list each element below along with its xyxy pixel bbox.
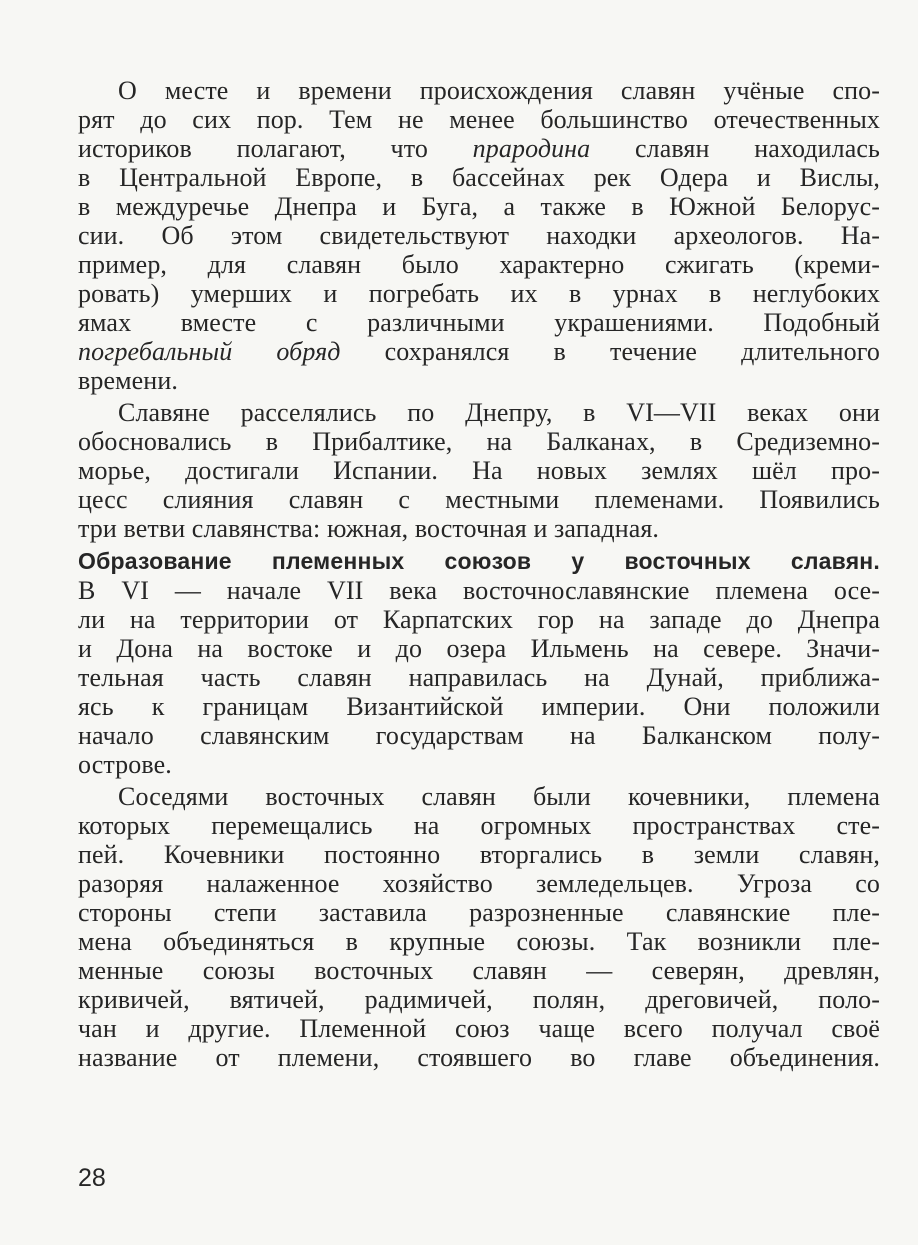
- page-body: [78, 76, 880, 1072]
- text-line: ямах вместе с различными украшениями. Подобный: [78, 308, 880, 337]
- text-line: Славяне расселялись по Днепру, в VI—VII веках они: [118, 398, 880, 427]
- text-line: обосновались в Прибалтике, на Балканах, в Средиземно-: [78, 427, 880, 456]
- paragraph-settlement: [78, 398, 880, 543]
- term-homeland: прародина: [472, 134, 591, 163]
- text-column: [78, 76, 880, 1072]
- text-line: три ветви славянства: южная, восточная и западная.: [78, 514, 660, 543]
- text-line: в междуречье Днепра и Буга, а также в Южной Белорус-: [78, 192, 880, 221]
- text-line: ясь к границам Византийской империи. Они положили: [78, 692, 880, 721]
- text-line: пример, для славян было характерно сжигать (креми-: [78, 250, 880, 279]
- text-line: острове.: [78, 750, 172, 779]
- section-heading: Образование племенных союзов у восточных славян.: [78, 548, 880, 574]
- text-line: тельная часть славян направилась на Дунай, приближа-: [78, 663, 880, 692]
- text-line: времени.: [78, 366, 178, 395]
- text-line: ровать) умерших и погребать их в урнах в неглубоких: [78, 279, 880, 308]
- text-line: чан и другие. Племенной союз чаще всего получал своё: [78, 1014, 880, 1043]
- paragraph-nomads: [78, 782, 880, 1072]
- text-fragment: сохранялся в течение длительного: [340, 337, 880, 366]
- text-line: морье, достигали Испании. На новых землях шёл про-: [78, 456, 880, 485]
- section-tribal-unions: [78, 546, 880, 779]
- text-line: цесс слияния славян с местными племенами. Появились: [78, 485, 880, 514]
- text-line: Соседями восточных славян были кочевники, племена: [118, 782, 880, 811]
- text-line: мена объединяться в крупные союзы. Так возникли пле-: [78, 927, 880, 956]
- text-line: рят до сих пор. Тем не менее большинство отечественных: [78, 105, 880, 134]
- page-number: 28: [78, 1164, 106, 1192]
- text-line: начало славянским государствам на Балканском полу-: [78, 721, 880, 750]
- text-line: В VI — начале VII века восточнославянские племена осе-: [78, 576, 880, 605]
- text-fragment: историков полагают, что: [78, 134, 473, 163]
- text-line: ли на территории от Карпатских гор на западе до Днепра: [78, 605, 880, 634]
- text-line: пей. Кочевники постоянно вторгались в земли славян,: [78, 840, 880, 869]
- term-burial-rite: погребальный обряд: [78, 337, 341, 366]
- text-line: [78, 134, 880, 163]
- text-line: О месте и времени происхождения славян учёные спо-: [118, 76, 880, 105]
- text-line: название от племени, стоявшего во главе объединения.: [78, 1043, 880, 1072]
- text-line: менные союзы восточных славян — северян, древлян,: [78, 956, 880, 985]
- text-line: в Центральной Европе, в бассейнах рек Одера и Вислы,: [78, 163, 880, 192]
- text-line: [78, 337, 880, 366]
- text-line: кривичей, вятичей, радимичей, полян, дреговичей, поло-: [78, 985, 880, 1014]
- text-line: которых перемещались на огромных пространствах сте-: [78, 811, 880, 840]
- text-fragment: славян находилась: [590, 134, 880, 163]
- text-line: стороны степи заставила разрозненные славянские пле-: [78, 898, 880, 927]
- section-heading-line: [78, 546, 880, 576]
- text-line: разоряя налаженное хозяйство земледельцев. Угроза со: [78, 869, 880, 898]
- text-line: и Дона на востоке и до озера Ильмень на севере. Значи-: [78, 634, 880, 663]
- paragraph-origin: [78, 76, 880, 395]
- text-line: сии. Об этом свидетельствуют находки археологов. На-: [78, 221, 880, 250]
